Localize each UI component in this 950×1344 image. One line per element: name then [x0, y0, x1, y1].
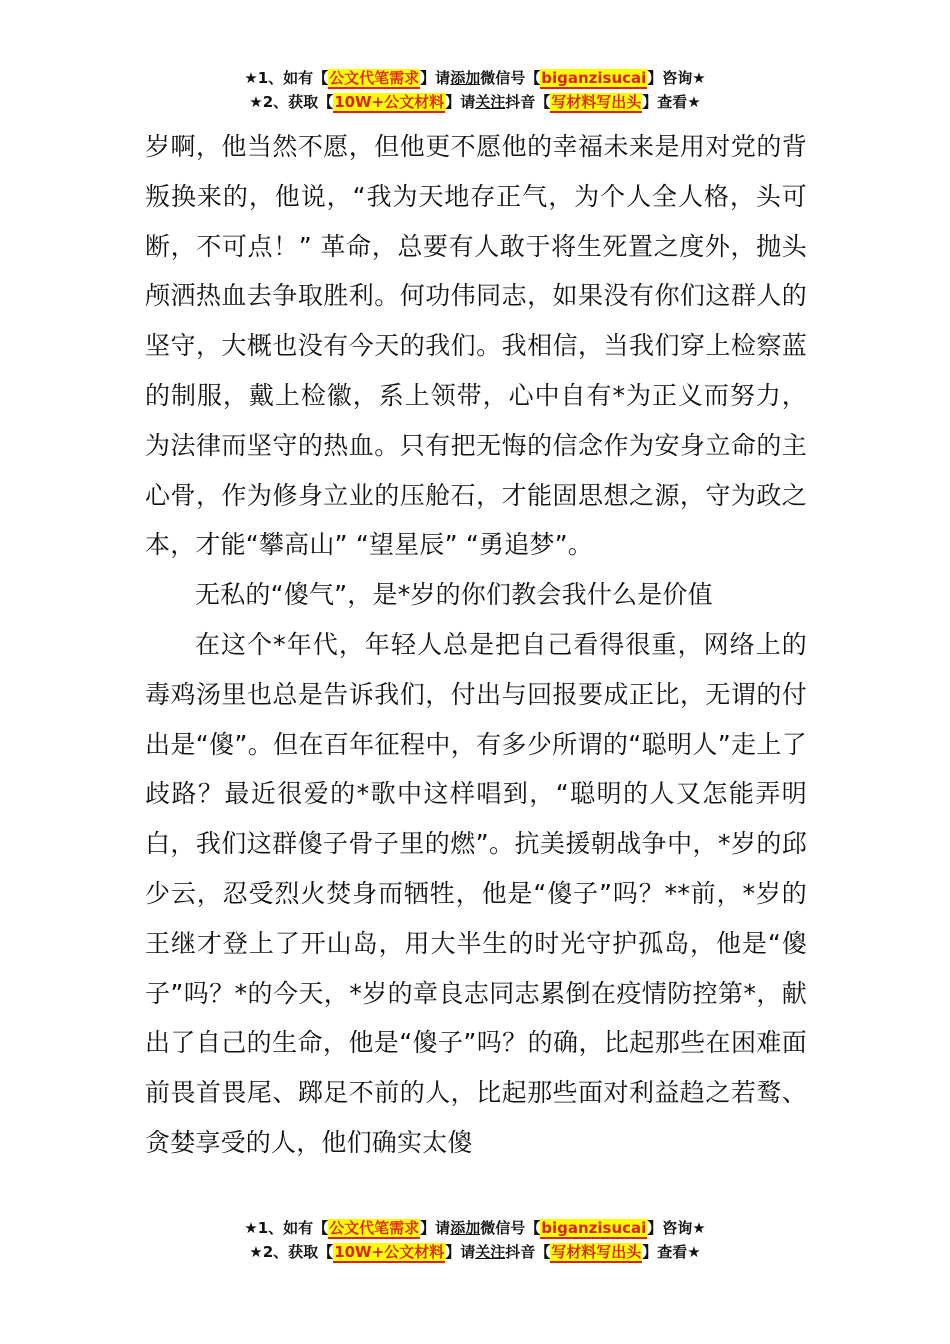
- highlight-ghostwriting: 公文代笔需求: [329, 69, 420, 87]
- paragraph-1: 岁啊，他当然不愿，但他更不愿他的幸福未来是用对党的背叛换来的，他说，“我为天地存正气，为个人全人格，头可断，不可点！” 革命，总要有人敢于将生死置之度外，抛头颅洒热血去争取胜利。何功伟同志，如果没有你们这群人的坚守，大概也没有今天的我们。我相信，当我们穿上检察蓝的制服，戴上检徽，系上领带，心中自有*为正义而努力，为法律而坚守的热血。只有把无悔的信念作为安身立命的主心骨，作为修身立业的压舱石，才能固思想之源，守为政之本，才能“攀高山” “望星辰” “勇追梦”。: [145, 132, 807, 560]
- banner-text: 】请: [445, 1243, 476, 1261]
- paragraph-2: 在这个*年代，年轻人总是把自己看得很重，网络上的毒鸡汤里也总是告诉我们，付出与回报要成正比，无谓的付出是“傻”。但在百年征程中，有多少所谓的“聪明人”走上了歧路？最近很爱的*歌中这样唱到，“聪明的人又怎能弄明白，我们这群傻子骨子里的燃”。抗美援朝战争中，*岁的邱少云，忍受烈火焚身而牺牲，他是“傻子”吗？**前，*岁的王继才登上了开山岛，用大半生的时光守护孤岛，他是“傻子”吗？*的今天，*岁的章良志同志累倒在疫情防控第*，献出了自己的生命，他是“傻子”吗？的确，比起那些在困难面前畏首畏尾、踯足不前的人，比起那些面对利益趋之若鹜、贪婪享受的人，他们确实太傻: [145, 629, 807, 1157]
- banner-text: 】请: [445, 93, 476, 111]
- banner-text: ★1、如有: [244, 69, 314, 87]
- banner-text: 微信号: [480, 1219, 526, 1237]
- banner-text: 】请: [420, 69, 451, 87]
- highlight-materials: 10W+公文材料: [334, 93, 445, 111]
- highlight-materials: 10W+公文材料: [334, 1243, 445, 1261]
- section-heading: 无私的“傻气”，是*岁的你们教会我什么是价值: [195, 580, 713, 610]
- bracket: 【: [313, 69, 329, 87]
- bracket: 【: [535, 1243, 551, 1261]
- highlight-ghostwriting: 公文代笔需求: [329, 1219, 420, 1237]
- bracket: 【: [535, 93, 551, 111]
- emphasis-text: 关注: [475, 1243, 506, 1261]
- banner-line-2: [0, 90, 950, 114]
- banner-text: 】查看★: [642, 1243, 701, 1261]
- banner-text: 】请: [420, 1219, 451, 1237]
- banner-line-1: [0, 1216, 950, 1240]
- banner-text: 微信号: [480, 69, 526, 87]
- highlight-wechat-id: biganzisucai: [541, 69, 647, 87]
- emphasis-text: 添加: [450, 69, 481, 87]
- bracket: 【: [313, 1219, 329, 1237]
- bracket: 【: [525, 69, 541, 87]
- footer-banner: [0, 1216, 950, 1264]
- banner-text: 抖音: [505, 1243, 536, 1261]
- highlight-wechat-id: biganzisucai: [541, 1219, 647, 1237]
- banner-text: 】查看★: [642, 93, 701, 111]
- banner-text: ★1、如有: [244, 1219, 314, 1237]
- banner-text: ★2、获取: [249, 1243, 319, 1261]
- bracket: 【: [525, 1219, 541, 1237]
- bracket: 【: [318, 1243, 334, 1261]
- banner-text: 抖音: [505, 93, 536, 111]
- banner-text: 】咨询★: [647, 1219, 706, 1237]
- emphasis-text: 关注: [475, 93, 506, 111]
- highlight-douyin-account: 写材料写出头: [551, 1243, 642, 1261]
- banner-text: ★2、获取: [249, 93, 319, 111]
- bracket: 【: [318, 93, 334, 111]
- banner-line-1: [0, 66, 950, 90]
- header-banner: [0, 66, 950, 114]
- highlight-douyin-account: 写材料写出头: [551, 93, 642, 111]
- emphasis-text: 添加: [450, 1219, 481, 1237]
- banner-text: 】咨询★: [647, 69, 706, 87]
- banner-line-2: [0, 1240, 950, 1264]
- document-body: [145, 122, 807, 1168]
